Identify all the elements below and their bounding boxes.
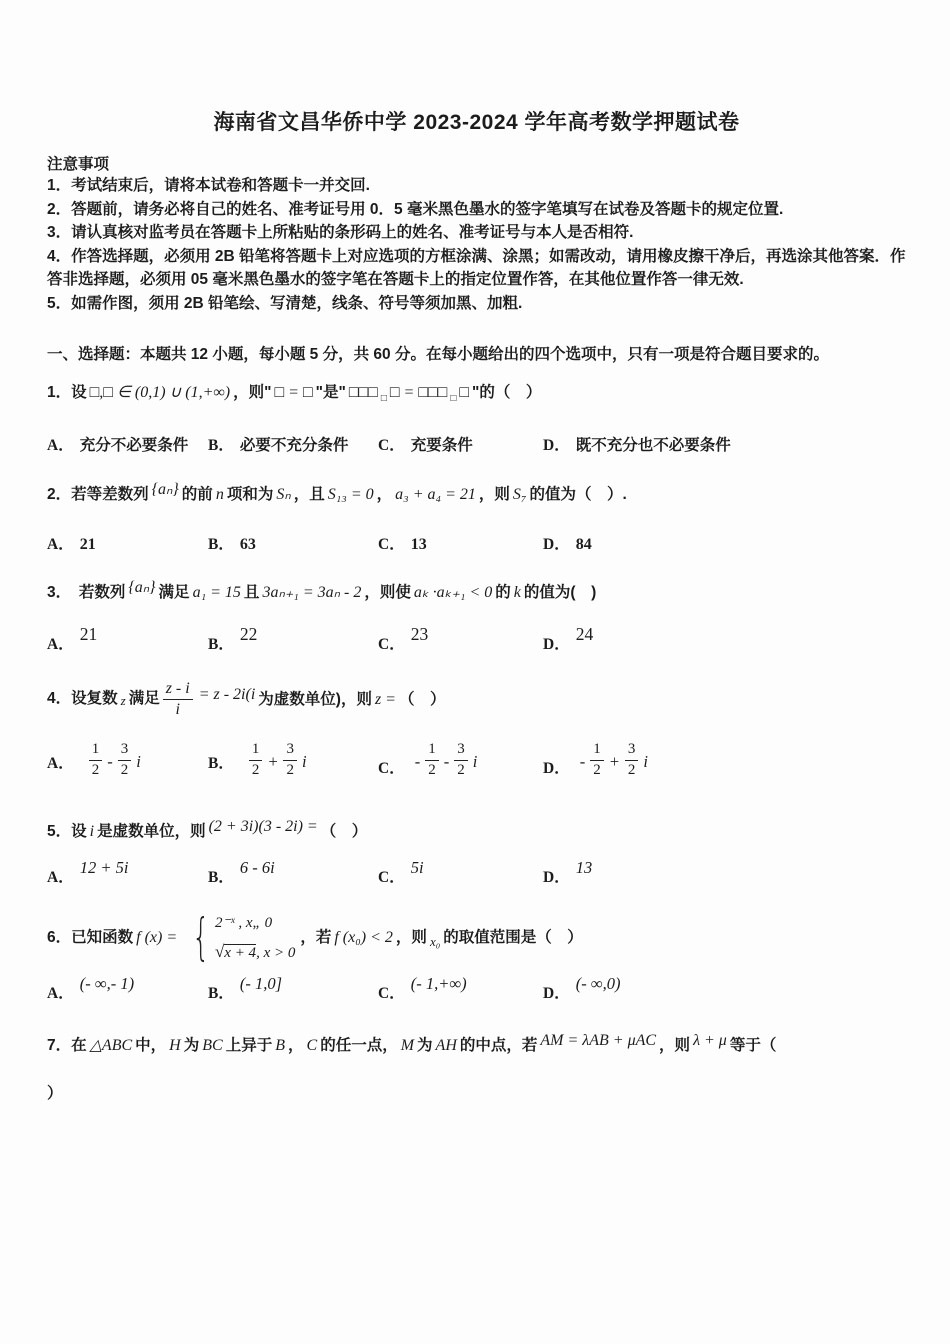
notice-item: 4．作答选择题，必须用 2B 铅笔将答题卡上对应选项的方框涂满、涂黑；如需改动，请用橡皮擦干净后，再选涂其他答案．作答非选择题，必须用 05 毫米黑色墨水的签字笔在答题卡上的指定位置作答，在其他位置作答一律无效. [47,247,906,288]
question-5-stem [47,819,906,845]
stem-text-token: 的任一点， [320,1036,398,1054]
stem-math-token: △ABC [89,1036,133,1054]
option-cell [543,741,650,787]
fraction: $\frac{3}{2}$ [283,741,297,779]
stem-text-token: 项和为 [226,486,274,503]
stem-math-token: z [120,693,126,709]
option-label: A． [47,635,74,653]
option-cell [208,857,378,887]
option-cell [543,857,593,887]
stem-math-token: a₃ + a₄ = 21 [395,486,476,503]
stem-text-token: 是虚数单位，则 [97,822,206,840]
stem-math-token: □ = □ [274,384,313,401]
stem-text-token: "是" [315,384,346,401]
stem-text-token: 的值为（ ）. [529,486,627,503]
stem-math-token: □,□ ∈ (0,1) ∪ (1,+∞) [89,384,231,401]
stem-math-token: λ + μ [693,1031,727,1049]
stem-text-token: 为 [417,1036,433,1054]
option-cell [47,973,208,1003]
stem-math-token: a₁ = 15 [192,583,241,601]
fraction: $\frac{3}{2}$ [625,741,639,779]
stem-math-token: BC [202,1036,223,1054]
option-cell [543,623,594,654]
stem-math-token: □□□ [348,384,378,401]
option-cell [543,433,731,455]
stem-math-token: □ [380,393,387,404]
option-value: (- ∞,0) [575,973,621,993]
stem-math-token: {aₙ} [151,481,179,498]
option-value: 既不充分也不必要条件 [575,437,731,454]
question-2-options [47,532,906,554]
option-value: 充分不必要条件 [79,437,189,454]
option-value: - $\frac{1}{2}$ - $\frac{3}{2}$ i [414,741,478,778]
stem-text-token: ，则 [478,486,510,503]
option-label: B． [208,635,234,653]
page-title: 海南省文昌华侨中学 2023-2024 学年高考数学押题试卷 [213,111,740,134]
option-cell [378,741,543,787]
fraction-denominator: i [175,700,180,718]
option-value: 13 [410,535,427,553]
option-label: B． [208,984,234,1002]
option-label: C． [378,984,405,1002]
option-value: 22 [239,623,258,644]
question-3-options [47,623,906,654]
option-cell [47,741,208,787]
question-2-stem [47,482,906,508]
option-cell [47,623,208,654]
option-cell [208,741,378,787]
question-4-stem [47,680,906,720]
question-3-stem [47,580,906,606]
fraction: $\frac{1}{2}$ [89,741,103,779]
stem-text-token: 满足 [158,583,190,601]
option-label: B． [208,437,234,454]
option-label: D． [543,868,570,886]
stem-text-token: 为虚数单位)，则 [258,690,372,708]
stem-math-token: S₇ [512,486,527,503]
section-header: 一、选择题：本题共 12 小题，每小题 5 分，共 60 分。在每小题给出的四个选项中，只有一项是符合题目要求的。 [47,346,829,363]
option-value: - $\frac{1}{2}$ + $\frac{3}{2}$ i [579,741,648,778]
option-value: 63 [239,535,256,553]
stem-text-token: 1．设 [47,384,87,401]
stem-text-token: 5．设 [47,822,87,840]
option-label: A． [47,437,74,454]
option-cell [543,973,621,1003]
question-7-close-paren: ） [47,1084,63,1102]
option-value: 21 [79,623,98,644]
option-label: D． [543,535,570,553]
stem-text-token: （ ） [320,822,368,840]
option-value: 5i [410,857,424,877]
option-cell [543,532,592,554]
option-cell [208,532,378,554]
stem-math-token: □ [450,393,457,404]
option-value: (- 1,+∞) [410,973,467,993]
option-value: (- 1,0] [239,973,283,993]
stem-text-token: 7．在 [47,1036,87,1054]
stem-math-token: Sₙ [276,486,291,503]
option-value: 21 [79,535,96,553]
stem-math-token: 3aₙ₊₁ = 3aₙ - 2 [262,583,362,601]
stem-math-token: H [169,1036,181,1054]
case-line: 2⁻ˣ , x„ 0 [214,914,273,931]
option-label: D． [543,984,570,1002]
option-value: 必要不充分条件 [239,437,349,454]
option-cell [208,623,378,654]
question-7-stem [47,1033,906,1059]
stem-math-token: x₀ [429,933,441,949]
notice-item: 2．答题前，请务必将自己的姓名、准考证号用 0．5 毫米黑色墨水的签字笔填写在试卷及答题卡的规定位置. [47,200,784,218]
stem-math-token: f (x₀) < 2 [334,928,393,946]
piecewise-cases [185,908,296,967]
stem-text [196,687,446,713]
stem-math-token: B [275,1036,285,1054]
radical-sign: √ [214,941,225,961]
option-value: 23 [410,623,429,644]
option-label: A． [47,535,74,553]
notice-item: 5．如需作图，须用 2B 铅笔绘、写清楚，线条、符号等须加黑、加粗. [47,294,523,312]
stem-math-token: (2 + 3i)(3 - 2i) = [208,817,318,835]
option-label: C． [378,760,405,778]
stem-text-token: ，则使 [364,583,411,601]
stem-text-token: 的前 [181,486,213,503]
option-value: 24 [575,623,594,644]
option-cell [378,433,543,455]
option-cell [47,532,208,554]
option-value: 13 [575,857,593,877]
stem-text-token: 为 [183,1036,200,1054]
cases-brace: { [192,908,210,967]
stem-text-token: 2．若等差数列 [47,486,149,503]
option-cell [208,433,378,455]
stem-math-token: S₁₃ = 0 [327,486,374,503]
stem-text [47,925,180,951]
stem-math-token: i [89,822,95,840]
stem-text-token: ，且 [293,486,325,503]
question-1-stem [47,380,906,407]
stem-math-token: AM = λAB + μAC [540,1031,657,1049]
option-label: B． [208,868,234,886]
stem-math-token: f (x) = [136,928,178,946]
option-cell [47,857,208,887]
option-label: A． [47,868,74,886]
stem-text-token: （ ） [398,690,446,708]
stem-text-token: ，若 [300,928,332,946]
notice-item: 3．请认真核对监考员在答题卡上所粘贴的条形码上的姓名、准考证号与本人是否相符. [47,224,634,241]
fraction: $\frac{1}{2}$ [249,741,263,779]
stem-text-token: ， [376,486,393,503]
option-value: $\frac{1}{2}$ + $\frac{3}{2}$ i [242,743,309,781]
stem-text-token: 上异于 [225,1036,273,1054]
option-cell [208,973,378,1003]
option-label: C． [378,635,405,653]
stem-text-token: 的 [495,583,511,601]
option-cell [47,433,208,455]
stem-text-token: 满足 [128,690,160,708]
stem-math-token: C [306,1036,318,1054]
stem-text-token: 的取值范围是（ ） [443,928,583,946]
option-label: B． [208,535,234,553]
question-6-stem [47,908,906,967]
option-label: A． [47,984,74,1002]
fraction: $\frac{1}{2}$ [425,741,439,779]
stem-text-token: 的中点，若 [459,1036,538,1054]
fraction: $\frac{1}{2}$ [590,741,604,779]
option-value: 84 [575,535,592,553]
stem-text-token: 3． 若数列 [47,583,126,601]
stem-text-token: 中， [135,1036,167,1054]
stem-math-token: n [215,486,224,503]
option-value: $\frac{1}{2}$ - $\frac{3}{2}$ i [82,743,143,781]
stem-text-token: 6．已知函数 [47,928,134,946]
question-5-options [47,857,906,887]
stem-math-token: z = [374,690,396,708]
question-6-options [47,973,906,1003]
stem-text-token: ， [288,1036,304,1054]
option-label: A． [47,755,74,773]
option-value: (- ∞,- 1) [79,973,135,993]
option-value: 充要条件 [410,437,473,454]
option-cell [378,973,543,1003]
stem-text-token: 且 [243,583,260,601]
fraction: $\frac{3}{2}$ [118,741,132,779]
stem-text-token: "的（ ） [472,384,542,401]
stem-text [300,925,582,951]
stem-math-token: AH [435,1036,457,1054]
option-cell [378,623,543,654]
stem-text-token: 等于（ [729,1036,777,1054]
option-value: 6 - 6i [239,857,275,877]
stem-math-token: aₖ ·aₖ₊₁ < 0 [413,583,493,601]
case-line: √x + 4, x > 0 [214,941,296,961]
question-1-options [47,433,906,455]
stem-text-token: 的值为( ) [523,583,597,601]
question-4-options [47,741,906,787]
stem-math-token: {aₙ} [128,578,156,596]
stem-text [47,687,160,712]
option-label: D． [543,760,570,778]
option-label: D． [543,437,570,454]
stem-text-token: 4．设复数 [47,690,118,708]
option-label: C． [378,437,405,454]
option-label: B． [208,755,234,773]
fraction [163,680,193,720]
stem-text-token: ，则 [659,1036,691,1054]
option-label: C． [378,535,405,553]
stem-math-token: □ [459,384,470,401]
fraction: $\frac{3}{2}$ [454,741,468,779]
option-cell [378,857,543,887]
stem-math-token: M [400,1036,415,1054]
notice-heading: 注意事项 [47,156,110,173]
stem-text-token: ，则" [233,384,272,401]
fraction-numerator: z - i [163,680,193,700]
stem-math-token: k [513,583,521,601]
option-cell [378,532,543,554]
cases-lines [215,911,295,965]
option-value: 12 + 5i [79,857,129,877]
stem-math-token: = z - 2i(i [198,685,256,703]
notice-item: 1．考试结束后，请将本试卷和答题卡一并交回. [47,177,370,194]
stem-text-token: ，则 [395,928,427,946]
option-label: C． [378,868,405,886]
option-label: D． [543,635,570,653]
stem-math-token: □ = □□□ [389,384,448,401]
